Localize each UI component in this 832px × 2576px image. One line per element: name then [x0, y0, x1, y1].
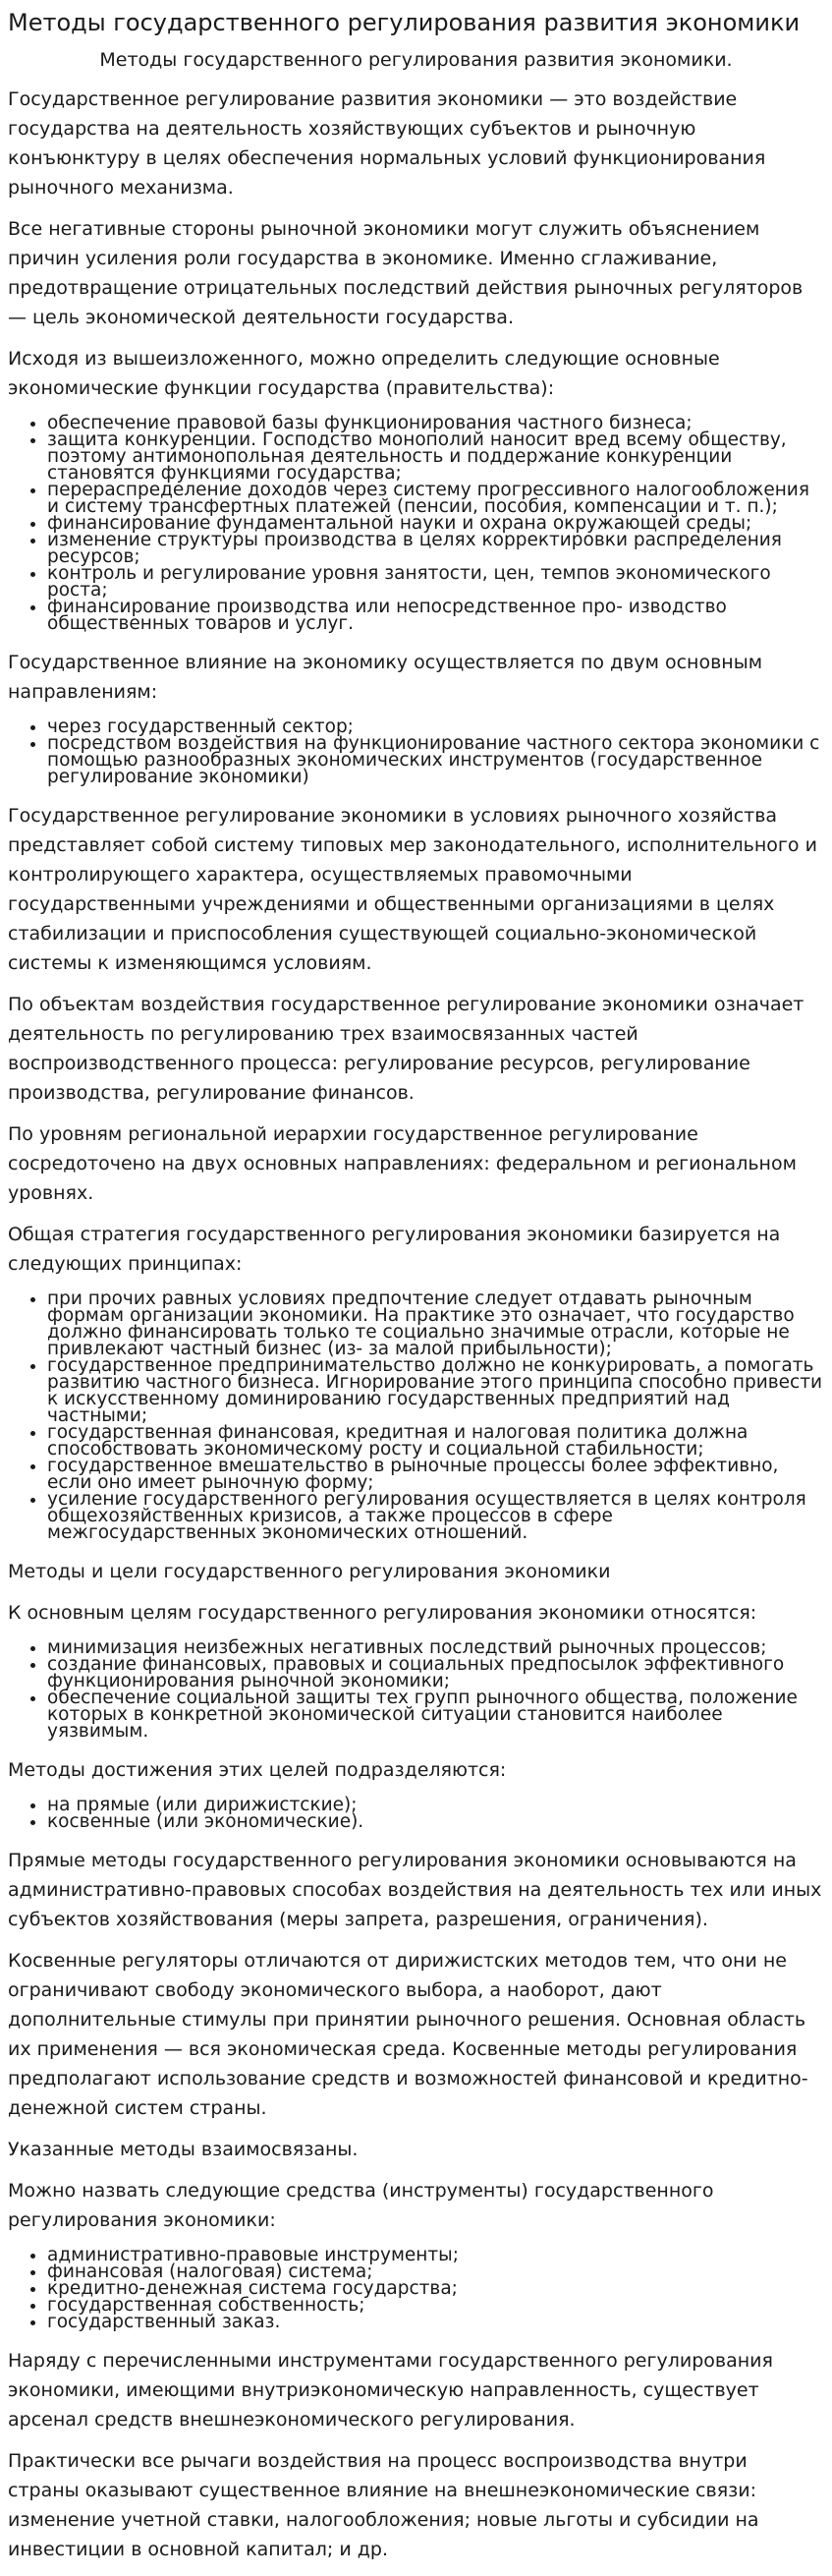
list-item: • государственная финансовая, кредитная и налоговая политика должна способствовать экономическому росту и социальной стабильности; [47, 1424, 824, 1458]
list-item: • контроль и регулирование уровня занятости, цен, темпов экономического роста; [47, 565, 824, 599]
paragraph: Наряду с перечисленными инструментами государственного регулирования экономики, имеющими внутриэкономическую направленность, существует арсенал средств внешнеэкономического регулирования. [8, 2350, 773, 2431]
list-item: • обеспечение социальной защиты тех групп рыночного общества, положение которых в конкретной экономической ситуации становится наиболее уязвимым. [47, 1689, 824, 1740]
list-item: • при прочих равных условиях предпочтение следует отдавать рыночным формам организации экономики. На практике это означает, что государство должно финансировать только те социально значимые отрасли, которые не привлекают частный бизнес (из- за малой прибыльности); [47, 1290, 824, 1357]
paragraph: Можно назвать следующие средства (инструменты) государственного регулирования экономики: [8, 2180, 714, 2231]
list-item: • государственная собственность; [47, 2297, 824, 2314]
list-item: • защита конкуренции. Господство монополий наносит вред всему обществу, поэтому антимонопольная деятельность и поддержание конкуренции становятся функциями государства; [47, 431, 824, 482]
directions-list [8, 718, 824, 785]
paragraph: К основным целям государственного регулирования экономики относятся: [8, 1602, 757, 1624]
paragraph: Государственное регулирование развития экономики — это воздействие государства на деятельность хозяйствующих субъектов и рыночную конъюнктуру в целях обеспечения нормальных условий функционирования рыночного механизма. [8, 88, 766, 199]
paragraph: Общая стратегия государственного регулирования экономики базируется на следующих принципах: [8, 1224, 781, 1275]
paragraph: Исходя из вышеизложенного, можно определить следующие основные экономические функции государства (правительства): [8, 348, 720, 399]
paragraph: Государственное влияние на экономику осуществляется по двум основным направлениям: [8, 652, 763, 703]
list-item: • административно-правовые инструменты; [47, 2247, 824, 2263]
paragraph: Все негативные стороны рыночной экономики могут служить объяснением причин усиления роли государства в экономике. Именно сглаживание, предотвращение отрицательных последствий действия рыночных регуляторов — цель экономической деятельности государства. [8, 218, 804, 328]
paragraph: По объектам воздействия государственное регулирование экономики означает деятельность по регулированию трех взаимосвязанных частей воспроизводственного процесса: регулирование ресурсов, регулирование производства, регулирование финансов. [8, 994, 804, 1104]
list-item: • на прямые (или дирижистские); [47, 1797, 824, 1813]
page-title: Методы государственного регулирования развития экономики [8, 9, 801, 36]
list-item: • обеспечение правовой базы функционирования частного бизнеса; [47, 415, 824, 431]
list-item: • минимизация неизбежных негативных последствий рыночных процессов; [47, 1639, 824, 1656]
list-item: • перераспределение доходов через систему прогрессивного налогообложения и систему трансфертных платежей (пенсии, пособия, компенсации и т. п.); [47, 482, 824, 515]
methods-list [8, 1797, 824, 1830]
functions-list [8, 415, 824, 632]
list-item: • через государственный сектор; [47, 718, 824, 735]
section-heading: Методы и цели государственного регулирования экономики [8, 1561, 611, 1582]
list-item: • изменение структуры производства в целях корректировки распределения ресурсов; [47, 532, 824, 565]
list-item: • финансовая (налоговая) система; [47, 2263, 824, 2280]
paragraph: Государственное регулирование экономики в условиях рыночного хозяйства представляет собой систему типовых мер законодательного, исполнительного и контролирующего характера, осуществляемых правомочными государственными учреждениями и общественными организациями в целях стабилизации и приспособления существующей социально-экономической системы к изменяющимся условиям. [8, 805, 817, 974]
list-item: • посредством воздействия на функционирование частного сектора экономики с помощью разнообразных экономических инструментов (государственное регулирование экономики) [47, 735, 824, 785]
subtitle: Методы государственного регулирования развития экономики. [99, 49, 733, 71]
paragraph: Прямые методы государственного регулирования экономики основываются на административно-правовых способах воздействия на деятельность тех или иных субъектов хозяйствования (меры запрета, разрешения, ограничения). [8, 1850, 822, 1930]
goals-list [8, 1639, 824, 1740]
list-item: • косвенные (или экономические). [47, 1813, 824, 1830]
paragraph: Косвенные регуляторы отличаются от дирижистских методов тем, что они не ограничивают свободу экономического выбора, а наоборот, дают дополнительные стимулы при принятии рыночного решения. Основная область их применения — вся экономическая среда. Косвенные методы регулирования предполагают использование средств и возможностей финансовой и кредитно-денежной систем страны. [8, 1950, 808, 2119]
list-item: • государственный заказ. [47, 2314, 824, 2330]
instruments-list [8, 2247, 824, 2330]
paragraph: По уровням региональной иерархии государственное регулирование сосредоточено на двух основных направлениях: федеральном и региональном уровнях. [8, 1123, 797, 1204]
list-item: • усиление государственного регулирования осуществляется в целях контроля общехозяйственных кризисов, а также процессов в сфере межгосударственных экономических отношений. [47, 1491, 824, 1541]
paragraph: Методы достижения этих целей подразделяются: [8, 1759, 507, 1781]
list-item: • финансирование фундаментальной науки и охрана окружающей среды; [47, 515, 824, 532]
paragraph: Указанные методы взаимосвязаны. [8, 2139, 359, 2160]
list-item: • финансирование производства или непосредственное про- изводство общественных товаров и услуг. [47, 599, 824, 632]
paragraph: Практически все рычаги воздействия на процесс воспроизводства внутри страны оказывают существенное влияние на внешнеэкономические связи: изменение учетной ставки, налогообложения; новые льготы и субсидии на инвестиции в основной капитал; и др. [8, 2450, 759, 2560]
list-item: • государственное вмешательство в рыночные процессы более эффективно, если оно имеет рыночную форму; [47, 1458, 824, 1491]
list-item: • государственное предпринимательство должно не конкурировать, а помогать развитию частного бизнеса. Игнорирование этого принципа способно привести к искусственному доминированию государственных предприятий над частными; [47, 1357, 824, 1424]
list-item: • создание финансовых, правовых и социальных предпосылок эффективного функционирования рыночной экономики; [47, 1656, 824, 1689]
principles-list [8, 1290, 824, 1541]
list-item: • кредитно-денежная система государства; [47, 2280, 824, 2297]
